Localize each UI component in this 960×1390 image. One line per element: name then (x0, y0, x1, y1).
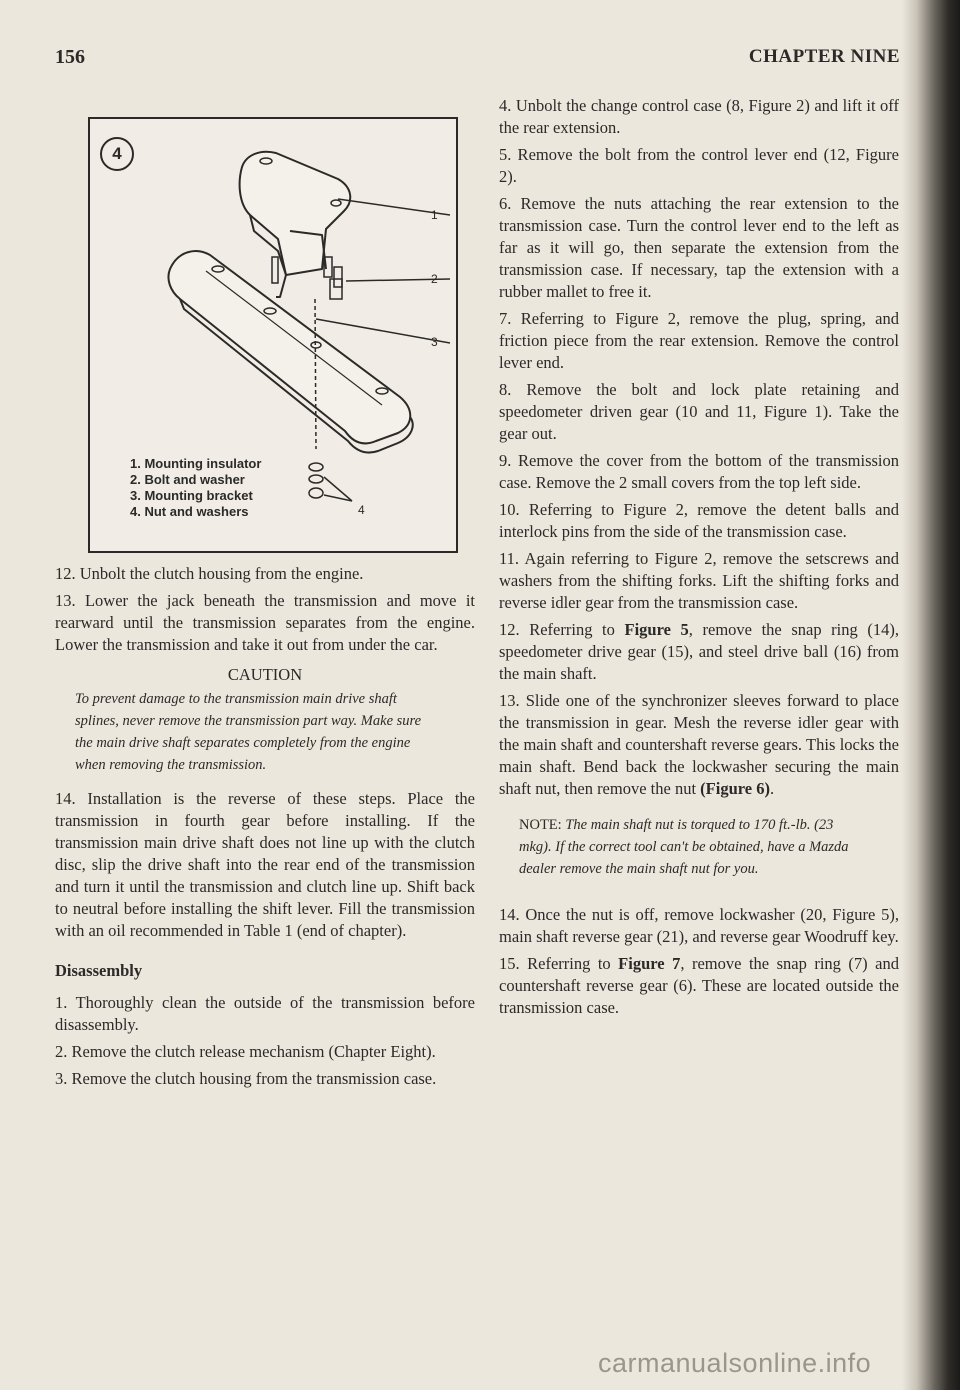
step: 4. Unbolt the change control case (8, Figure 2) and lift it off the rear extension. (499, 96, 899, 137)
caution-heading: CAUTION (227, 665, 303, 684)
step: 6. Remove the nuts attaching the rear extension to the transmission case. Turn the control lever end to the left as far as it will go, then separate the extension from the transmission case. If necessary, tap the extension with a rubber mallet to free it. (499, 194, 899, 301)
page-header (55, 46, 900, 86)
step (499, 953, 899, 1019)
step: 8. Remove the bolt and lock plate retaining and speedometer driven gear (10 and 11, Figure 1). Take the gear out. (499, 380, 899, 443)
step: 1. Thoroughly clean the outside of the transmission before disassembly. (55, 993, 475, 1034)
step-text: , remove the snap ring (14), speedometer drive gear (15), and steel drive ball (16) from the main shaft. (499, 620, 899, 683)
callout-1: 1 (431, 208, 438, 222)
step-text: . (769, 779, 775, 798)
step: 9. Remove the cover from the bottom of the transmission case. Remove the 2 small covers from the top left side. (499, 451, 899, 492)
book-spine-shadow (902, 0, 960, 1390)
callout-2: 2 (431, 272, 438, 286)
legend-item: 3. Mounting bracket (130, 488, 253, 503)
page-number: 156 (55, 46, 85, 68)
note-label: NOTE: (519, 817, 566, 833)
step: 14. Once the nut is off, remove lockwasher (20, Figure 5), main shaft reverse gear (21), and reverse gear Woodruff key. (499, 905, 899, 946)
left-column (55, 563, 475, 1095)
figure-reference: Figure 5 (624, 620, 689, 639)
right-column (499, 95, 899, 1024)
step: 3. Remove the clutch housing from the transmission case. (55, 1069, 437, 1088)
step-text: 13. Slide one of the synchronizer sleeves forward to place the transmission in gear. Mesh the reverse idler gear with the main shaft and countershaft reverse gears. This locks the main shaft. Bend back the lockwasher securing the main shaft nut, then remove the nut (499, 691, 899, 798)
step: 5. Remove the bolt from the control lever end (12, Figure 2). (499, 145, 899, 186)
legend-item: 1. Mounting insulator (130, 456, 262, 471)
note (519, 814, 869, 880)
step: 11. Again referring to Figure 2, remove the setscrews and washers from the shifting forks. Lift the shifting forks and reverse idler gear from the transmission case. (499, 549, 899, 612)
section-heading-disassembly: Disassembly (55, 961, 143, 980)
paragraph: 12. Unbolt the clutch housing from the engine. (55, 564, 364, 583)
mounting-insulator-shape (240, 152, 351, 275)
paragraph: 14. Installation is the reverse of these steps. Place the transmission in fourth gear before installing. If the transmission main drive shaft does not line up with the clutch disc, slip the drive shaft into the rear end of the transmission and turn it until the transmission and clutch line up. Shift back to neutral before installing the shift lever. Fill the transmission with an oil recommended in Table 1 (end of chapter). (55, 789, 475, 940)
step-text: 15. Referring to (499, 954, 619, 973)
step: 2. Remove the clutch release mechanism (Chapter Eight). (55, 1042, 436, 1061)
legend-item: 2. Bolt and washer (130, 472, 245, 487)
paragraph: 13. Lower the jack beneath the transmission and move it rearward until the transmission separates from the engine. Lower the transmission and take it out from under the car. (55, 591, 475, 654)
callout-3: 3 (431, 335, 438, 349)
note-text: The main shaft nut is torqued to 170 ft.-lb. (23 mkg). If the correct tool can't be obtained, have a Mazda dealer remove the main shaft nut for you. (519, 817, 849, 877)
figure-reference: (Figure 6) (700, 779, 770, 798)
step: 7. Referring to Figure 2, remove the plug, spring, and friction piece from the rear extension. Remove the control lever end. (499, 309, 899, 372)
figure-4 (88, 117, 458, 553)
caution-text: To prevent damage to the transmission main drive shaft splines, never remove the transmission part way. Make sure the main drive shaft separates completely from the engine when removing the transmission. (75, 691, 422, 773)
step: 10. Referring to Figure 2, remove the detent balls and interlock pins from the side of the transmission case. (499, 500, 899, 541)
watermark: carmanualsonline.info (598, 1348, 872, 1378)
chapter-title: CHAPTER NINE (748, 46, 900, 67)
step-text: , remove the snap ring (7) and countershaft reverse gear (6). These are located outside the transmission case. (499, 954, 899, 1017)
figure-number-badge: 4 (100, 137, 134, 171)
figure-reference: Figure 7 (618, 954, 681, 973)
step (499, 690, 899, 800)
callout-4: 4 (358, 503, 365, 517)
step (499, 619, 899, 685)
step-text: 12. Referring to (499, 620, 625, 639)
legend-item: 4. Nut and washers (130, 504, 249, 519)
figure-legend (130, 456, 261, 520)
